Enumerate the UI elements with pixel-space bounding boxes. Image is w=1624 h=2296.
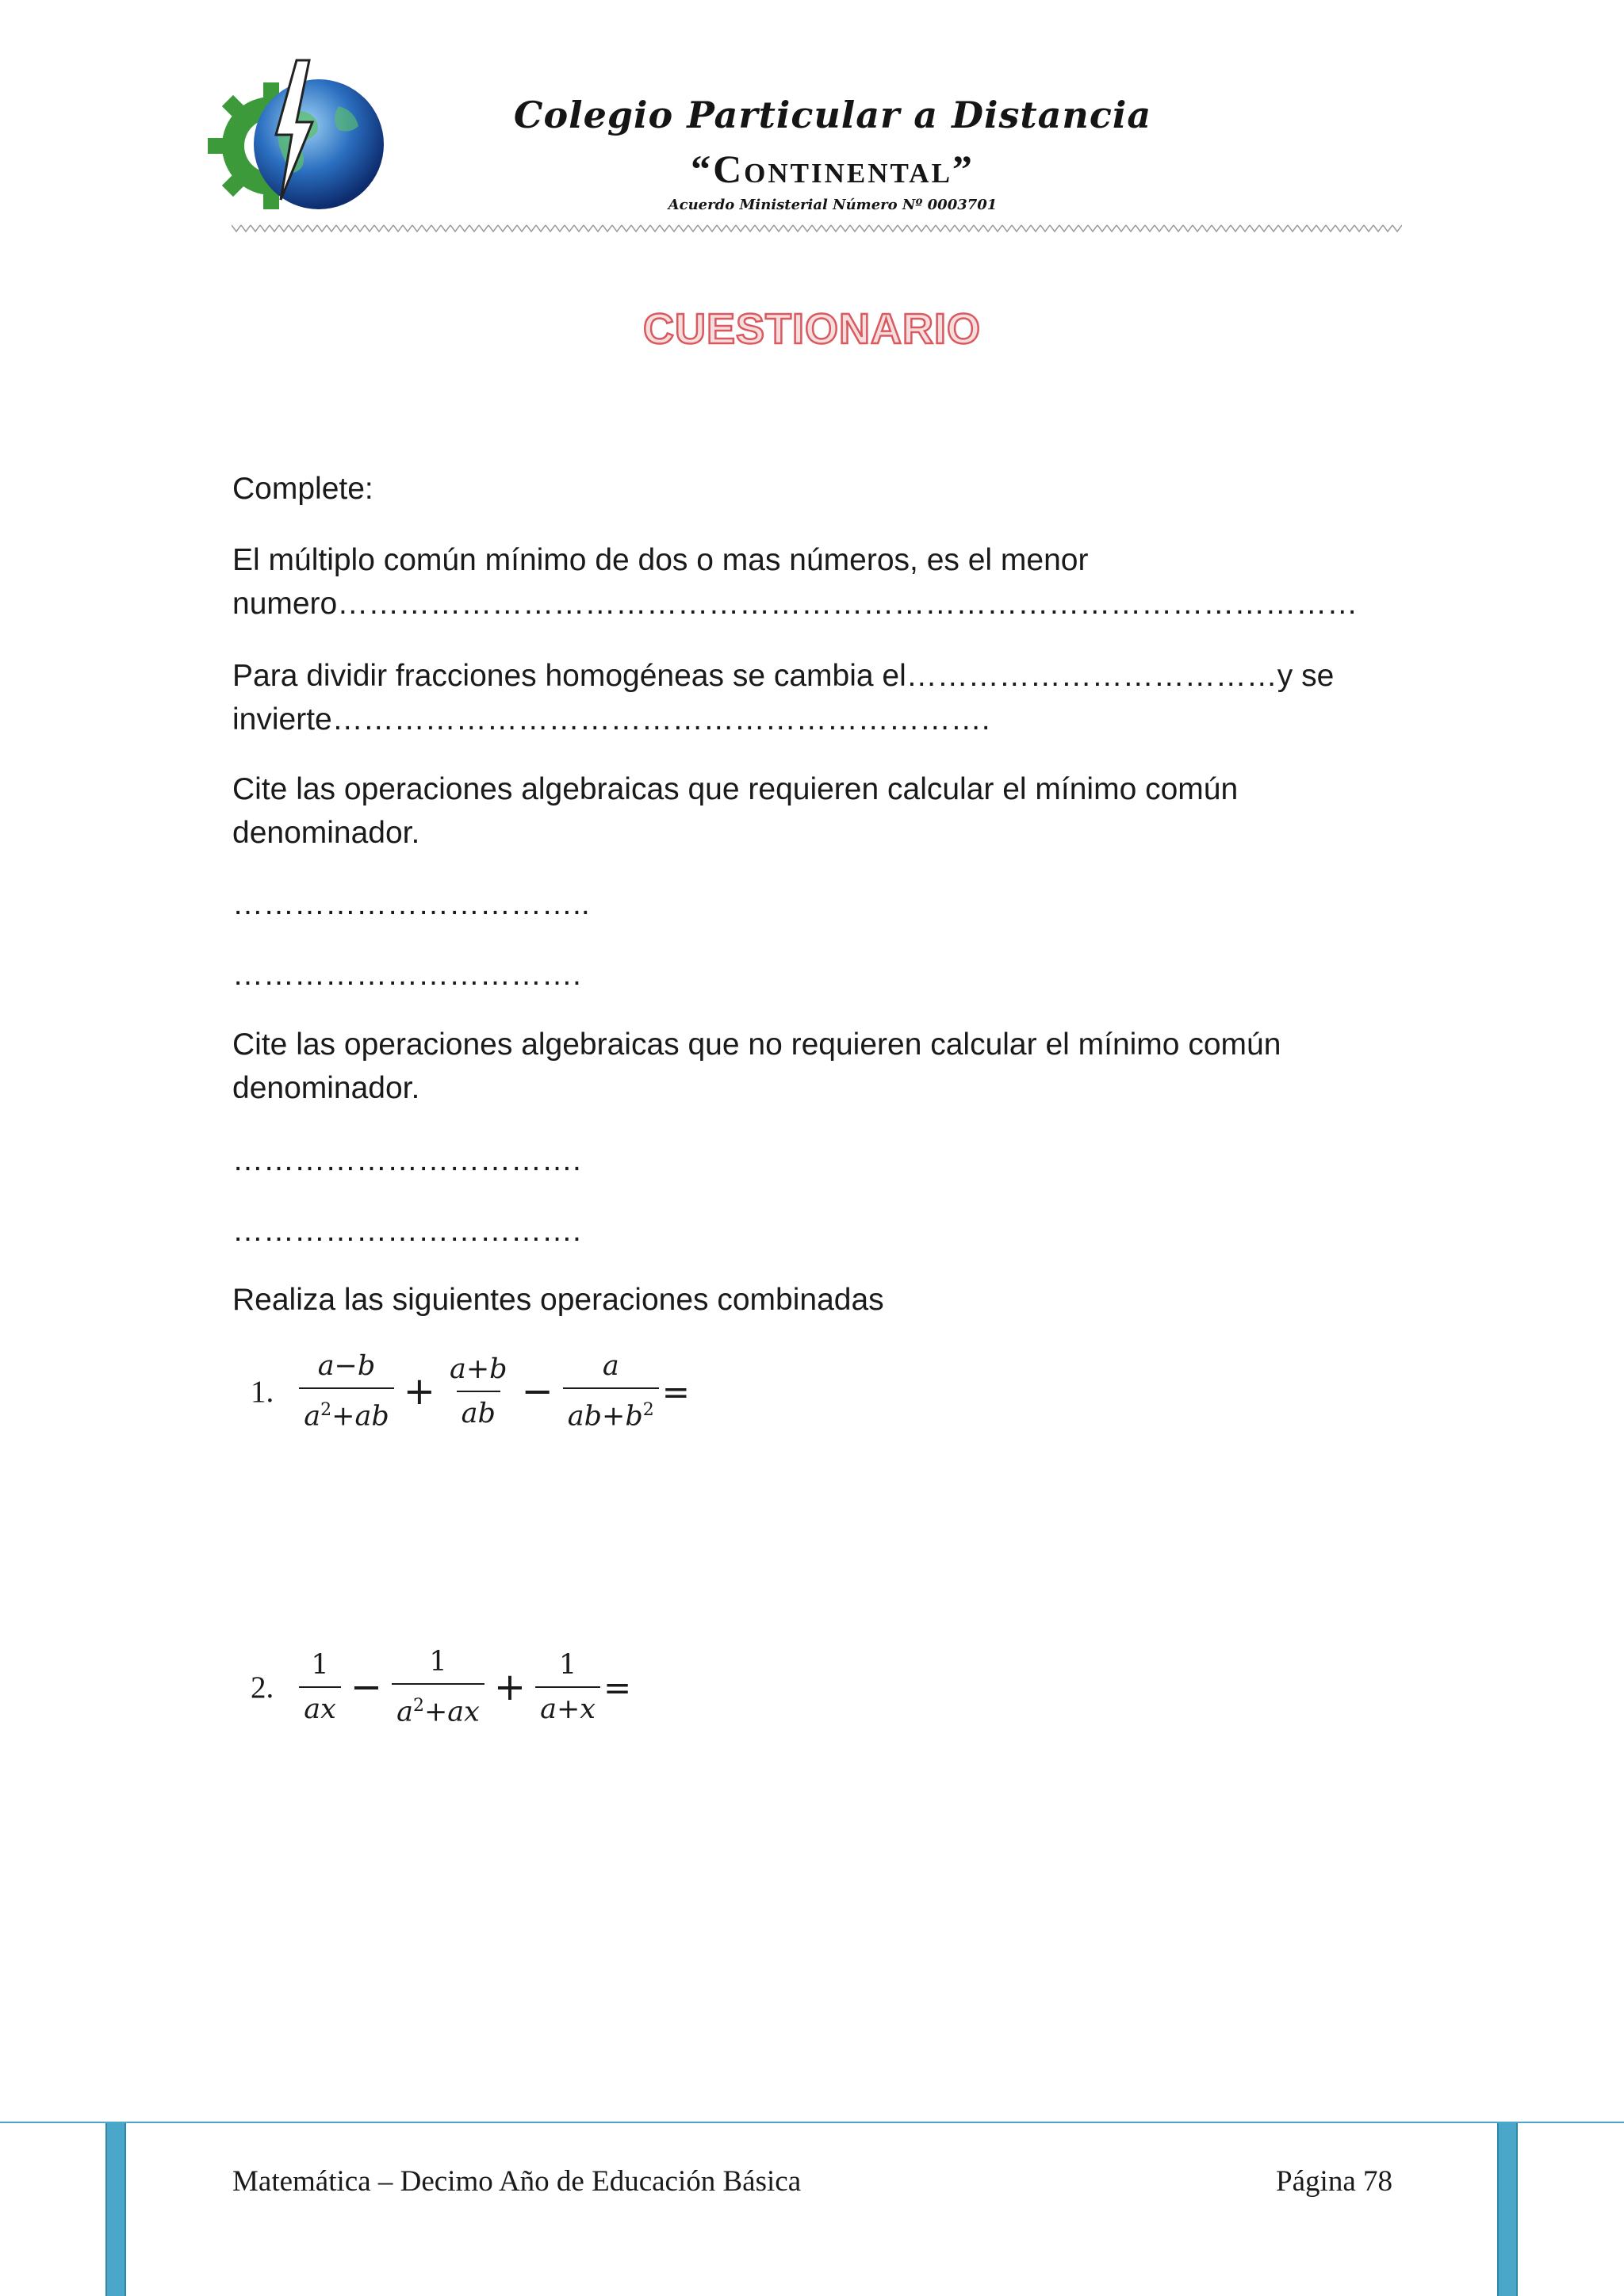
footer-subject: Matemática – Decimo Año de Educación Básica: [232, 2165, 802, 2198]
fraction: [299, 1348, 393, 1435]
question-requieren-mcd: Cite las operaciones algebraicas que requieren calcular el mínimo común denominador.: [232, 772, 1239, 850]
page-number: Página 78: [1276, 2165, 1392, 2198]
denominator: [563, 1387, 659, 1435]
exercise-1: [251, 1344, 690, 1439]
numerator: a: [602, 1350, 619, 1383]
fraction: [299, 1647, 341, 1728]
header-divider: [232, 222, 1402, 235]
answer-line: …………………………….: [232, 958, 581, 992]
document-title: CUESTIONARIO: [642, 305, 982, 353]
denominator-base: a: [396, 1696, 413, 1728]
school-logo-icon: [208, 59, 392, 220]
school-name-line: Colegio Particular a Distancia: [513, 94, 1152, 136]
school-brand-name: “Continental”: [691, 147, 975, 191]
denominator-base: ab+b: [567, 1400, 643, 1433]
denominator: ab: [457, 1391, 500, 1432]
exercise-2: [251, 1640, 631, 1735]
answer-line: …………………………….: [232, 1214, 581, 1248]
numerator: 1: [558, 1649, 577, 1681]
numerator: a+b: [449, 1353, 508, 1385]
exercise-number: 2.: [251, 1670, 274, 1705]
denominator-rest: +ab: [331, 1400, 389, 1433]
equals-sign: =: [603, 1667, 632, 1707]
minus-operator: −: [350, 1665, 383, 1709]
equals-sign: =: [661, 1372, 690, 1411]
exponent: 2: [412, 1696, 424, 1716]
footer-divider: [0, 2122, 1624, 2123]
question-mcm: El múltiplo común mínimo de dos o mas números, es el menor numero………………………………………………………………………………………: [232, 543, 1358, 621]
fraction: [445, 1351, 512, 1432]
denominator: ax: [299, 1686, 341, 1728]
numerator: a−b: [317, 1350, 376, 1383]
question-no-requieren-mcd: Cite las operaciones algebraicas que no requieren calcular el mínimo común denominador.: [232, 1027, 1281, 1105]
instruction-complete: Complete:: [232, 472, 373, 506]
ministerial-agreement: Acuerdo Ministerial Número Nº 0003701: [668, 197, 998, 213]
fraction: [535, 1647, 600, 1728]
denominator: [299, 1387, 393, 1435]
exponent: 2: [320, 1400, 332, 1421]
minus-operator: −: [521, 1369, 553, 1414]
denominator: [392, 1683, 485, 1731]
answer-line: ……………………………..: [232, 887, 590, 921]
plus-operator: +: [403, 1369, 435, 1414]
denominator-rest: +ax: [423, 1696, 480, 1728]
fraction: [563, 1348, 659, 1435]
plus-operator: +: [493, 1665, 527, 1709]
footer-left-bar: [105, 2123, 126, 2296]
numerator: 1: [311, 1649, 329, 1681]
question-dividir-fracciones: Para dividir fracciones homogéneas se cambia el………………………………y se invierte……………………………………………………….: [232, 659, 1335, 737]
answer-line: …………………………….: [232, 1143, 581, 1177]
exponent: 2: [642, 1400, 654, 1421]
denominator: a+x: [535, 1686, 600, 1728]
fraction: [392, 1644, 485, 1731]
exercise-number: 1.: [251, 1374, 274, 1409]
footer-right-bar: [1497, 2123, 1518, 2296]
denominator-base: a: [304, 1400, 321, 1433]
instruction-operaciones: Realiza las siguientes operaciones combinadas: [232, 1283, 884, 1317]
numerator: 1: [429, 1646, 447, 1678]
